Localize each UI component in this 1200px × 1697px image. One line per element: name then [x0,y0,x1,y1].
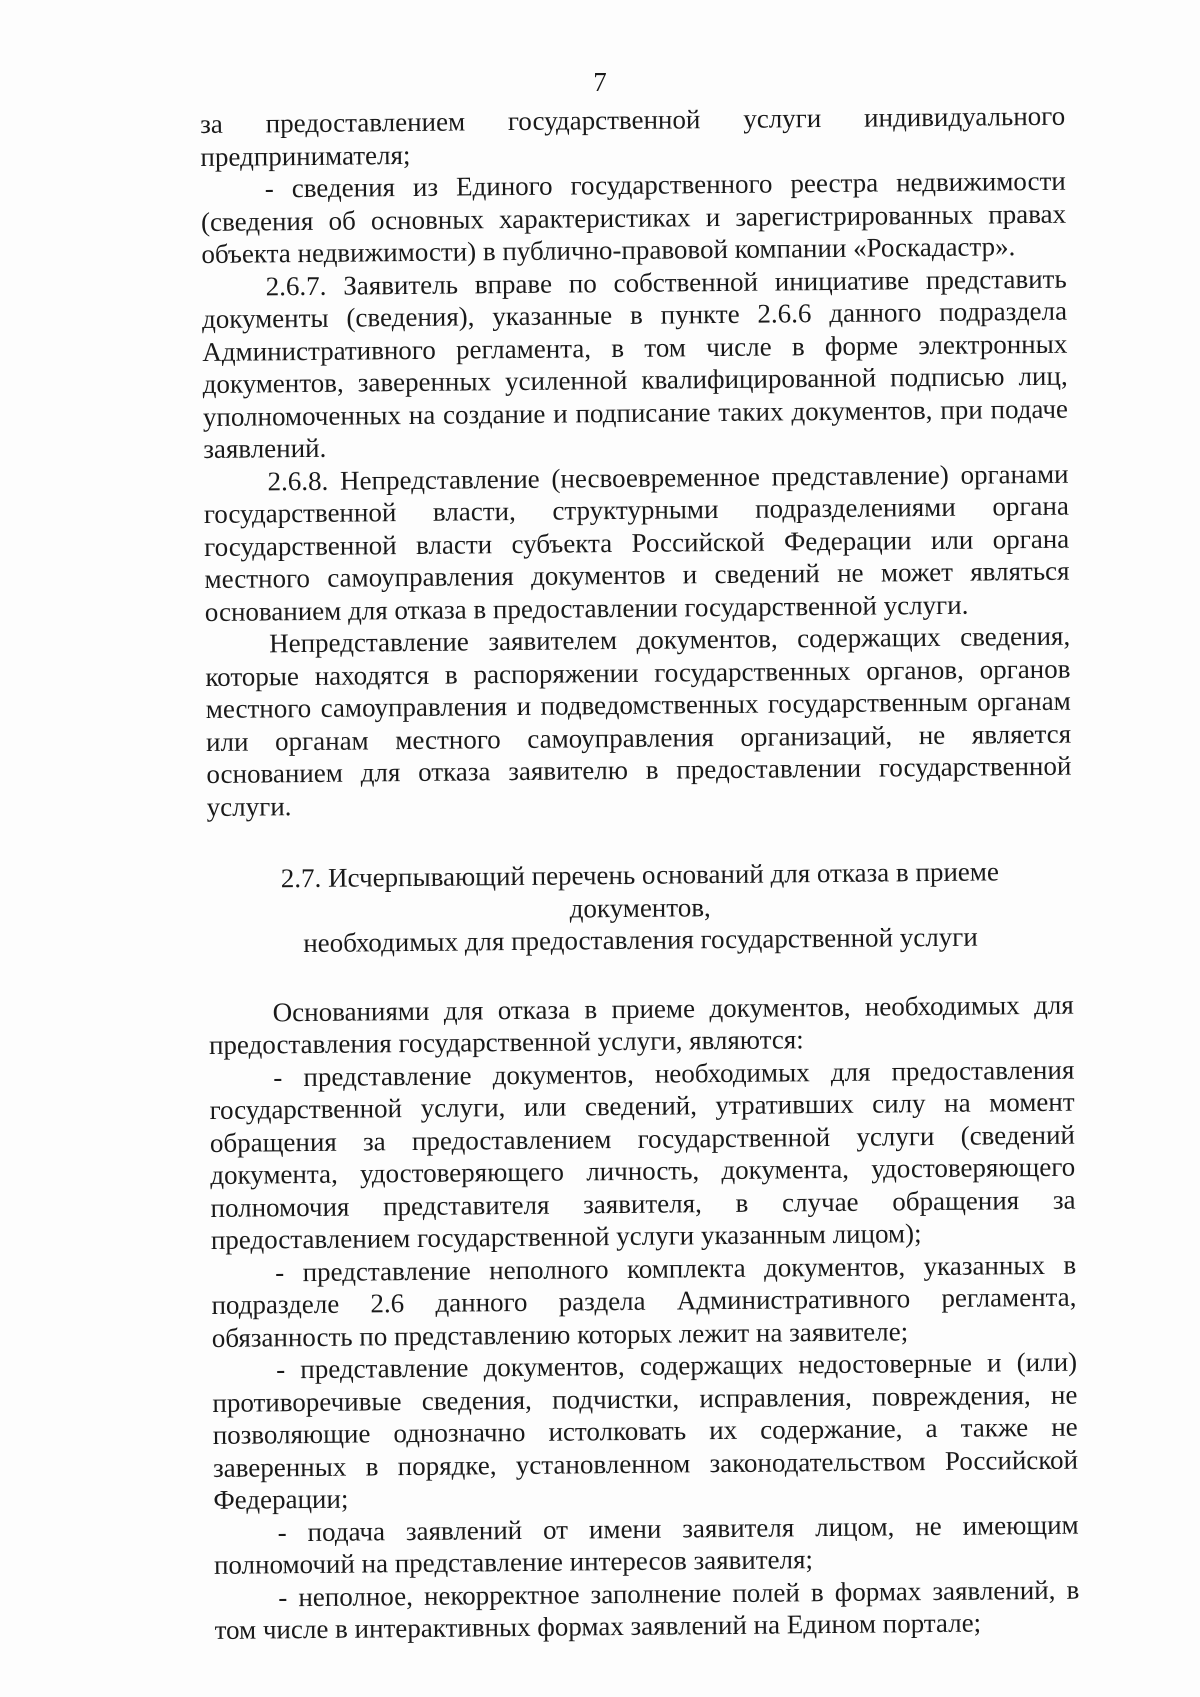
paragraph-grounds-intro: Основаниями для отказа в приеме документов, необходимых для предоставления государственной услуги, являются: [208,989,1074,1060]
section-heading-line-1: 2.7. Исчерпывающий перечень оснований для отказа в приеме документов, [280,856,1000,923]
paragraph-2-6-8: 2.6.8. Непредставление (несвоевременное представление) органами государственной власти, структурными подразделениями органа государственной власти субъекта Российской Федерации или органа местного самоуправления документов и сведений не может являться основанием для отказа в предоставлении государственной услуги. [203,458,1070,627]
list-item-no-authority: - подача заявлений от имени заявителя лицом, не имеющим полномочий на представление интересов заявителя; [213,1509,1079,1580]
section-heading-line-2: необходимых для предоставления государственной услуги [303,921,978,959]
list-item-expired-documents: - представление документов, необходимых для предоставления государственной услуги, или сведений, утративших силу на момент обращения за предоставлением государственной услуги (сведений документа, удостоверяющего личность, документа, удостоверяющего полномочия представителя заявителя, в случае обращения за предоставлением государственной услуги указанным лицом); [209,1054,1076,1255]
list-item-incomplete-set: - представление неполного комплекта документов, указанных в подразделе 2.6 данного раздела Административного регламента, обязанность по представлению которых лежит на заявителе; [211,1249,1077,1353]
paragraph-2-6-7: 2.6.7. Заявитель вправе по собственной инициативе представить документы (сведения), указанные в пункте 2.6.6 данного подраздела Административного регламента, в том числе в форме электронных документов, заверенных усиленной квалифицированной подписью лиц, уполномоченных на создание и подписание таких документов, при подаче заявлений. [201,263,1069,464]
paragraph-egrn-item: - сведения из Единого государственного реестра недвижимости (сведения об основных характеристиках и зарегистрированных правах объекта недвижимости) в публично-правовой компании «Роскадастр». [200,165,1067,269]
list-item-unreliable-documents: - представление документов, содержащих недостоверные и (или) противоречивые сведения, подчистки, исправления, повреждения, не позволяющие однозначно истолковать их содержание, а также не заверенных в порядке, установленном законодательством Российской Федерации; [212,1346,1079,1515]
paragraph-non-submission: Непредставление заявителем документов, содержащих сведения, которые находятся в распоряжении государственных органов, органов местного самоуправления и подведомственных государственным органам или органам местного самоуправления организаций, не является основанием для отказа заявителю в предоставлении государственной услуги. [205,620,1072,822]
paragraph-continuation: за предоставлением государственной услуги индивидуального предпринимателя; [200,100,1066,172]
document-body [200,100,1080,1647]
page-number: 7 [593,67,607,97]
list-item-incorrect-fields: - неполное, некорректное заполнение полей в формах заявлений, в том числе в интерактивных формах заявлений на Едином портале; [214,1574,1080,1645]
section-heading-2-7 [207,855,1073,961]
